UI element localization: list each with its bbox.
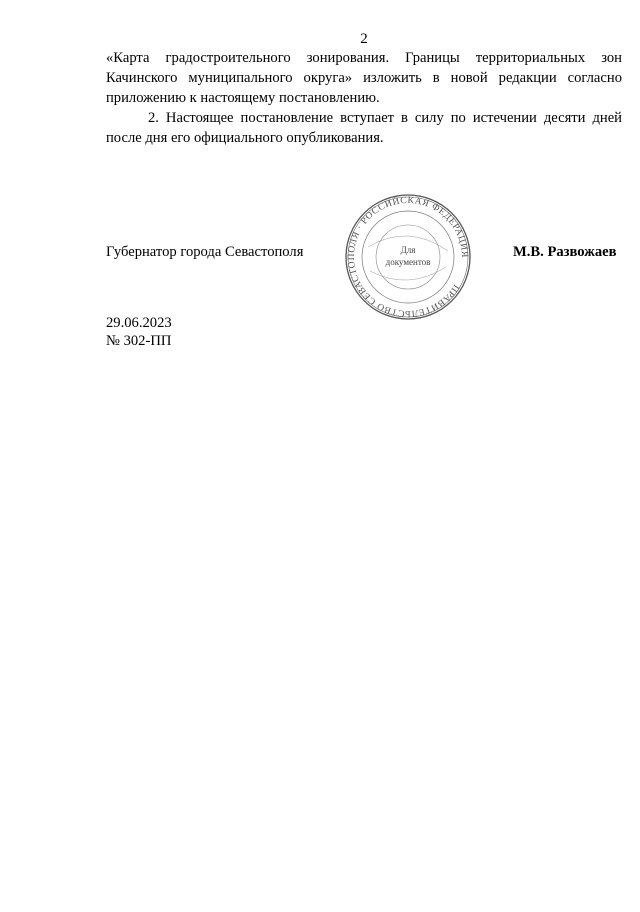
seal-center-text-2: документов bbox=[385, 257, 431, 267]
seal-outer-text: ПРАВИТЕЛЬСТВО СЕВАСТОПОЛЯ · РОССИЙСКАЯ ФЕДЕРАЦИЯ bbox=[346, 195, 470, 319]
body-text bbox=[106, 48, 622, 148]
document-number: № 302-ПП bbox=[106, 333, 172, 349]
paragraph-1: «Карта градостроительного зонирования. Границы территориальных зон Качинского муниципального округа» изложить в новой редакции согласно приложению к настоящему постановлению. bbox=[106, 50, 622, 106]
paragraph-2: 2. Настоящее постановление вступает в силу по истечении десяти дней после дня его официального опубликования. bbox=[106, 110, 622, 146]
page-number: 2 bbox=[360, 31, 368, 47]
document-date: 29.06.2023 bbox=[106, 315, 172, 331]
seal-center-text-1: Для bbox=[400, 245, 416, 255]
signature-name: М.В. Развожаев bbox=[513, 244, 617, 260]
official-seal bbox=[344, 193, 472, 321]
signature-title: Губернатор города Севастополя bbox=[106, 244, 304, 260]
